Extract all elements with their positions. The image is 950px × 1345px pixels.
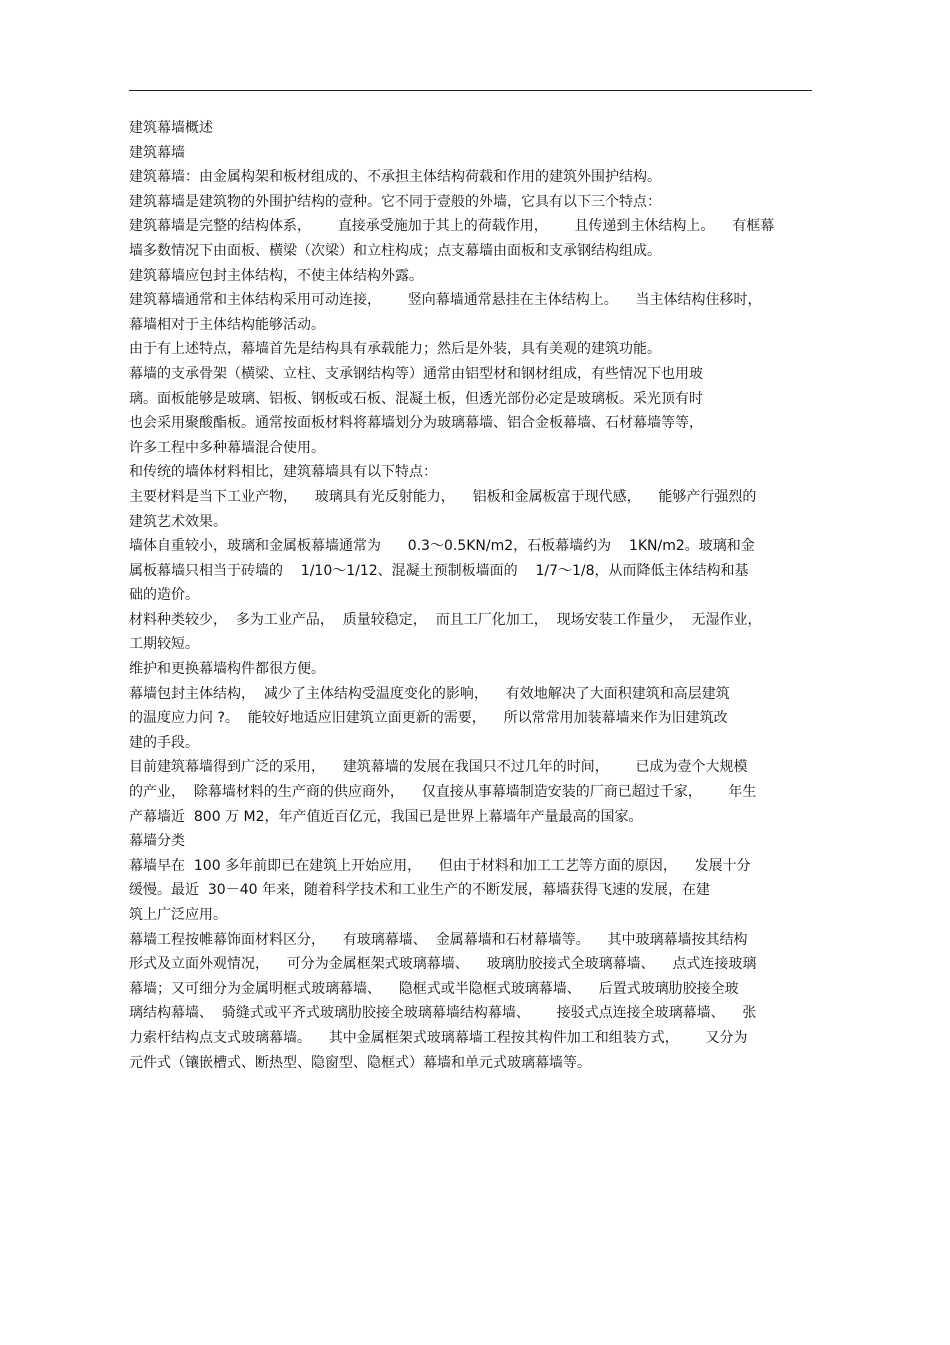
text-line: 建筑幕墙：由金属构架和板材组成的、不承担主体结构荷载和作用的建筑外围护结构。 [129,169,661,186]
text-line: 由于有上述特点，幕墙首先是结构具有承载能力；然后是外装，具有美观的建筑功能。 [129,341,661,358]
text-line: 和传统的墙体材料相比，建筑幕墙具有以下特点： [129,464,437,481]
text-line: 产幕墙近 800 万 M2，年产值近百亿元，我国已是世界上幕墙年产量最高的国家。 [129,808,643,825]
text-line: 的产业， 除幕墙材料的生产商的供应商外， 仅直接从事幕墙制造安装的厂商已超过千家， 年生 [129,784,757,801]
text-line: 主要材料是当下工业产物， 玻璃具有光反射能力， 铝板和金属板富于现代感， 能够产行强烈的 [129,488,757,505]
text-line: 属板幕墙只相当于砖墙的 1/10～1/12、混凝土预制板墙面的 1/7～1/8，从而降低主体结构和基 [129,562,749,579]
text-line: 幕墙包封主体结构， 减少了主体结构受温度变化的影响， 有效地解决了大面积建筑和高层建筑 [129,685,730,702]
text-line: 目前建筑幕墙得到广泛的采用， 建筑幕墙的发展在我国只不过几年的时间， 已成为壹个大规模 [129,759,748,776]
text-line: 幕墙的支承骨架（横梁、立柱、支承钢结构等）通常由铝型材和钢材组成，有些情况下也用玻 [129,365,703,382]
text-line: 璃结构幕墙、 骑缝式或平齐式玻璃肋胶接全玻璃幕墙结构幕墙、 接驳式点连接全玻璃幕墙、 张 [129,1005,757,1022]
text-line: 墙体自重较小，玻璃和金属板幕墙通常为 0.3～0.5KN/m2，石板幕墙约为 1KN/m2。玻璃和金 [129,538,755,555]
text-line: 幕墙早在 100 多年前即已在建筑上开始应用， 但由于材料和加工工艺等方面的原因， 发展十分 [129,857,751,874]
text-line: 建筑幕墙应包封主体结构，不使主体结构外露。 [129,267,423,284]
text-line: 础的造价。 [129,587,199,604]
text-line: 也会采用聚酸酯板。通常按面板材料将幕墙划分为玻璃幕墙、铝合金板幕墙、石材幕墙等等， [129,415,703,432]
text-line: 建筑幕墙通常和主体结构采用可动连接， 竖向幕墙通常悬挂在主体结构上。 当主体结构住移时， [129,292,762,309]
text-line: 缓慢。最近 30－40 年来，随着科学技术和工业生产的不断发展，幕墙获得飞速的发展，在建 [129,882,710,899]
document-body [129,116,812,1075]
text-line: 建筑幕墙 [129,144,185,161]
text-line: 材料种类较少， 多为工业产品， 质量较稳定， 而且工厂化加工， 现场安装工作量少， 无湿作业， [129,611,762,628]
text-line: 幕墙分类 [129,833,185,850]
text-line: 幕墙工程按帷幕饰面材料区分， 有玻璃幕墙、 金属幕墙和石材幕墙等。 其中玻璃幕墙按其结构 [129,931,748,948]
text-line: 幕墙相对于主体结构能够活动。 [129,316,325,333]
text-line: 建筑幕墙概述 [129,120,213,136]
text-line: 建筑幕墙是建筑物的外围护结构的壹种。它不同于壹般的外墙，它具有以下三个特点： [129,193,661,210]
text-line: 幕墙；又可细分为金属明框式玻璃幕墙、 隐框式或半隐框式玻璃幕墙、 后置式玻璃肋胶接全玻 [129,980,739,997]
text-line: 建的手段。 [129,734,199,751]
text-line: 筑上广泛应用。 [129,907,227,923]
text-line: 建筑幕墙是完整的结构体系， 直接承受施加于其上的荷载作用， 且传递到主休结构上。 有框幕 [129,218,775,235]
header-rule [129,90,812,91]
text-line: 工期较短。 [129,636,199,653]
text-line: 璃。面板能够是玻璃、铝板、钢板或石板、混凝土板，但透光部份必定是玻璃板。采光顶有时 [129,390,703,407]
text-line: 形式及立面外观情况， 可分为金属框架式玻璃幕墙、 玻璃肋胶接式全玻璃幕墙、 点式连接玻璃 [129,956,757,973]
text-line: 许多工程中多种幕墙混合使用。 [129,439,325,456]
text-line: 建筑艺术效果。 [129,513,227,530]
text-line: 的温度应力问 ?。 能较好地适应旧建筑立面更新的需要， 所以常常用加装幕墙来作为旧建筑改 [129,710,728,727]
text-line: 维护和更换幕墙构件都很方便。 [129,661,325,678]
text-line: 力索杆结构点支式玻璃幕墙。 其中金属框架式玻璃幕墙工程按其构件加工和组装方式， 又分为 [129,1029,748,1046]
text-line: 元件式（镶嵌槽式、断热型、隐窗型、隐框式）幕墙和单元式玻璃幕墙等。 [129,1054,591,1071]
text-line: 墙多数情况下由面板、横梁（次梁）和立柱构成；点支幕墙由面板和支承钢结构组成。 [129,242,661,259]
